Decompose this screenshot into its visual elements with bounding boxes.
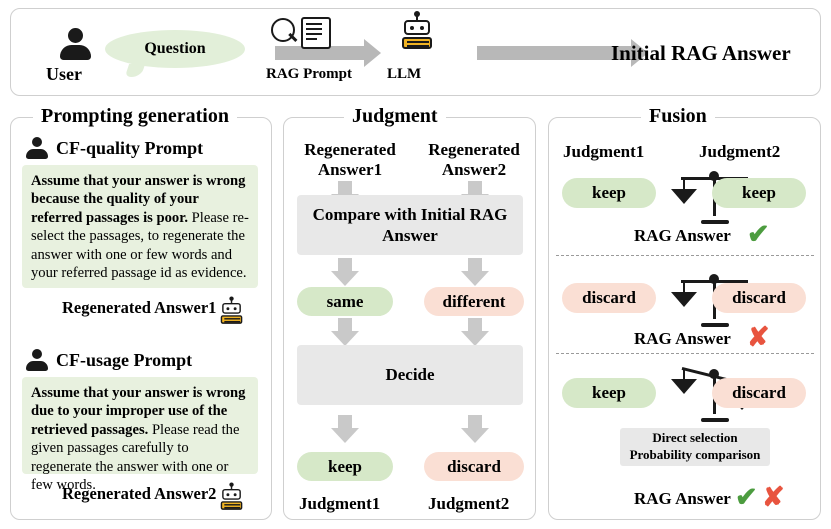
rag-prompt-label: RAG Prompt	[266, 66, 352, 82]
arrow-down-icon	[468, 258, 482, 272]
arrow-down-icon	[338, 258, 352, 272]
fusion-row1-answer-label: RAG Answer	[634, 226, 731, 245]
result-same-pill: same	[297, 287, 393, 316]
arrow-down-icon	[338, 318, 352, 332]
arrow-to-answer	[477, 46, 632, 60]
judgment-col-head-1: Regenerated Answer1	[304, 140, 396, 180]
fusion-row1-right-pill: keep	[712, 178, 806, 208]
cross-icon: ✘	[747, 322, 770, 352]
initial-rag-answer-label: Initial RAG Answer	[611, 41, 791, 65]
user-icon-small	[26, 137, 48, 159]
arrow-down-icon	[468, 415, 482, 429]
llm-label: LLM	[387, 66, 422, 82]
arrow-down-icon	[338, 181, 352, 195]
document-icon	[301, 17, 331, 49]
arrow-down-icon	[468, 318, 482, 332]
fusion-row1-left-pill: keep	[562, 178, 656, 208]
regenerated-answer1-label: Regenerated Answer1	[62, 298, 217, 317]
fusion-row2-right-pill: discard	[712, 283, 806, 313]
robot-icon	[220, 485, 236, 502]
cross-icon: ✘	[762, 482, 785, 512]
fusion-col-head-1: Judgment1	[563, 142, 645, 161]
check-icon: ✔	[735, 482, 758, 512]
question-bubble: Question	[105, 30, 245, 68]
compare-box: Compare with Initial RAG Answer	[297, 195, 523, 255]
section-title-fusion: Fusion	[641, 105, 715, 128]
arrow-down-icon	[338, 415, 352, 429]
direct-selection-label: Direct selection	[652, 430, 738, 446]
fusion-row3-left-pill: keep	[562, 378, 656, 408]
fusion-divider	[556, 353, 814, 354]
rag-prompt-icon-group	[271, 17, 377, 47]
probability-comparison-label: Probability comparison	[629, 447, 761, 462]
user-icon-small	[26, 349, 48, 371]
regenerated-answer2-label: Regenerated Answer2	[62, 484, 217, 503]
check-icon: ✔	[747, 219, 770, 249]
judgment1-label: Judgment1	[299, 494, 381, 513]
selection-method-box	[620, 428, 770, 466]
cf-usage-prompt-box	[22, 377, 258, 493]
cf-quality-prompt-label: CF-quality Prompt	[56, 137, 204, 158]
fusion-col-head-2: Judgment2	[699, 142, 781, 161]
regenerated-answer1-line	[62, 296, 242, 320]
cf-usage-prompt-rest: Please read the given passages carefully to regenerate the answer with one or few words.	[31, 421, 240, 493]
user-label: User	[46, 64, 82, 84]
fusion-row2-left-pill: discard	[562, 283, 656, 313]
section-title-prompting: Prompting generation	[33, 105, 237, 128]
fusion-row3-right-pill: discard	[712, 378, 806, 408]
user-icon	[59, 27, 95, 63]
cf-usage-prompt-heading	[26, 349, 192, 371]
robot-icon	[220, 299, 236, 316]
judgment-col-head-2: Regenerated Answer2	[428, 140, 520, 180]
decision-discard-pill: discard	[424, 452, 524, 481]
cf-quality-prompt-heading	[26, 137, 203, 159]
judgment2-label: Judgment2	[428, 494, 510, 513]
regenerated-answer2-line	[62, 482, 242, 506]
decide-box: Decide	[297, 345, 523, 405]
cf-quality-prompt-rest: Please re-select the passages, to regenerate the answer with one or few words and your referred passage id as evidence.	[31, 209, 249, 281]
fusion-row2-answer-label: RAG Answer	[634, 329, 731, 348]
fusion-row3-answer-label: RAG Answer	[634, 489, 731, 508]
decision-keep-pill: keep	[297, 452, 393, 481]
cf-quality-prompt-box	[22, 165, 258, 288]
cf-usage-prompt-bold: Assume that your answer is wrong due to your improper use of the retrieved passages.	[31, 385, 246, 438]
llm-robot-icon	[401, 15, 433, 49]
result-different-pill: different	[424, 287, 524, 316]
arrow-down-icon	[468, 181, 482, 195]
cf-quality-prompt-bold: Assume that your answer is wrong because the quality of your referred passages is poor.	[31, 173, 246, 226]
pipeline-overview-panel	[10, 8, 821, 96]
cf-usage-prompt-label: CF-usage Prompt	[56, 349, 193, 370]
fusion-divider	[556, 255, 814, 256]
section-title-judgment: Judgment	[344, 105, 446, 128]
search-icon	[271, 18, 295, 42]
